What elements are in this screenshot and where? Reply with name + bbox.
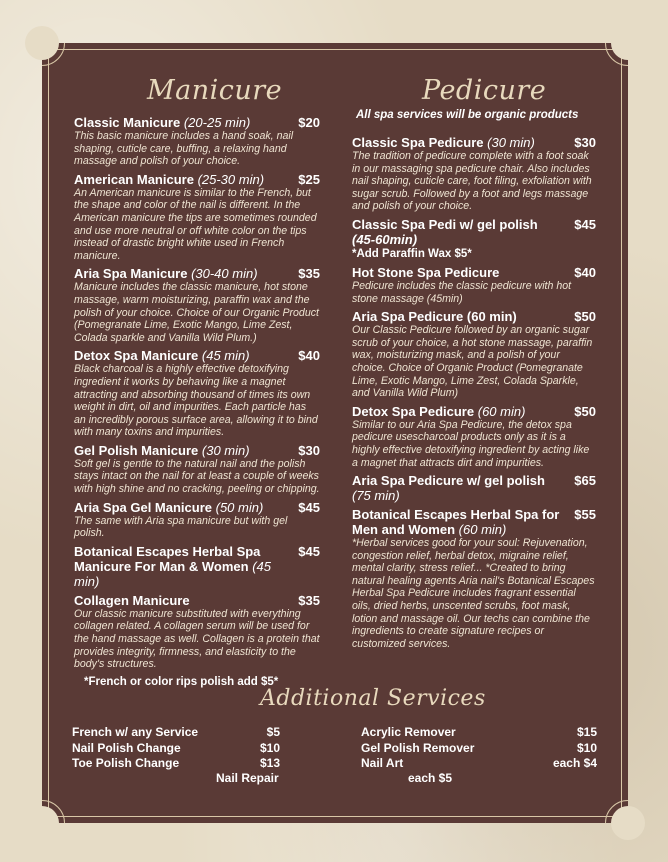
menu-item-name (74, 500, 263, 515)
menu-item-name (352, 507, 566, 537)
menu-item-price: $20 (298, 115, 320, 130)
menu-item-price: $50 (574, 403, 596, 419)
menu-item-title-row (74, 115, 320, 130)
menu-item-name-text: Botanical Escapes Herbal Spa Manicure For Man & Women (74, 543, 261, 574)
menu-item-price: $40 (574, 264, 596, 280)
additional-services-heading: Additional Services (260, 686, 486, 711)
menu-panel (42, 43, 628, 823)
menu-item (352, 404, 596, 469)
menu-item-name-text: Botanical Escapes Herbal Spa for Men and Women (352, 507, 560, 538)
menu-item-title-row (352, 265, 596, 280)
additional-left-list (72, 725, 280, 772)
menu-item-duration: (75 min) (352, 488, 400, 504)
menu-item-name-text: American Manicure (74, 171, 194, 187)
menu-item (352, 217, 596, 261)
manicure-heading: Manicure (147, 75, 283, 106)
menu-item-title-row (74, 500, 320, 515)
additional-service-price: each $4 (552, 756, 597, 770)
menu-item-price: $35 (298, 266, 320, 282)
menu-item-description: Black charcoal is a highly effective detoxifying ingredient it works by behaving like a magnet attracting and absorbing thousand of times its own weight in dirt, oil and impurities. Each particle has an incredibly porous surface area, allowing it to bind with many toxins and impurities. (74, 363, 318, 439)
menu-item (352, 265, 596, 305)
menu-item-title-row (352, 473, 596, 503)
menu-item-name-text: Classic Manicure (74, 115, 181, 130)
menu-item-duration: (60 min) (477, 403, 526, 419)
menu-item-price: $35 (298, 592, 320, 608)
menu-item-name (74, 443, 250, 458)
menu-item-duration: (45 min) (74, 558, 271, 589)
menu-item-description: Similar to our Aria Spa Pedicure, the detox spa pedicure usescharcoal products only as it is a highly effective detoxifying ingredient by acting like a magnet that attracts dirt and impurities. (352, 418, 590, 469)
menu-item-description: Pedicure includes the classic pedicure with hot stone massage (45min) (352, 279, 572, 305)
menu-item (74, 593, 320, 671)
additional-service-name: Nail Polish Change (72, 740, 181, 755)
additional-service-name: French w/ any Service (72, 725, 199, 739)
additional-service-price: $15 (576, 725, 597, 739)
additional-service-name: Acrylic Remover (361, 725, 456, 739)
menu-item-price: $45 (574, 216, 596, 232)
manicure-footnote: *French or color rips polish add $5* (84, 675, 279, 688)
additional-service-name: Nail Art (361, 756, 404, 770)
menu-item-description: The tradition of pedicure complete with a foot soak in our massaging spa pedicure chair. Also includes nail shaping, cuticle care, foot filing, exfoliation with sugar scrub. Followed by a foot and legs massage and polish of your choice. (352, 150, 592, 213)
pedicure-subtitle: All spa services will be organic products (356, 109, 579, 121)
menu-item-name-text: Detox Spa Pedicure (352, 403, 475, 419)
menu-item (352, 507, 596, 650)
menu-item-title-row (74, 172, 320, 187)
additional-service-name: Toe Polish Change (72, 756, 180, 770)
menu-item (74, 266, 320, 344)
menu-item-title-row (352, 309, 596, 324)
menu-item (74, 544, 320, 589)
menu-item-name-text: Aria Spa Manicure (74, 266, 188, 282)
menu-item-name (74, 172, 264, 187)
menu-item-title-row (74, 544, 320, 589)
menu-item-title-row (74, 266, 320, 281)
menu-item-duration: (20-25 min) (183, 115, 251, 130)
menu-item-description: This basic manicure includes a hand soak, nail shaping, cuticle care, buffing, a relaxing hand massage and polish of your choice. (74, 130, 294, 168)
pedicure-list (352, 135, 596, 654)
menu-item-name-text: Aria Spa Gel Manicure (74, 499, 212, 515)
menu-item-name (74, 348, 250, 363)
additional-service-price: $5 (266, 725, 280, 739)
menu-item-description: An American manicure is similar to the French, but the shape and color of the nail is different. In the American manicure the tips are sometimes rounded and use more neutral or off white color on the tips instead of drastic bright white used in French manicure. (74, 186, 317, 262)
menu-item (74, 172, 320, 263)
menu-item-title-row (74, 348, 320, 363)
menu-item-title-row (74, 593, 320, 608)
menu-item (352, 135, 596, 213)
menu-item-title-row (352, 404, 596, 419)
menu-item-name-text: Aria Spa Pedicure w/ gel polish (352, 473, 545, 489)
nail-repair-label: Nail Repair (216, 771, 279, 785)
menu-item-name-text: Classic Spa Pedicure (352, 135, 484, 150)
additional-service-row (72, 756, 280, 772)
menu-item-name (352, 265, 499, 280)
menu-item-duration: (45 min) (201, 348, 250, 364)
additional-service-row (361, 756, 597, 772)
menu-item (74, 115, 320, 168)
menu-item (74, 500, 320, 540)
menu-item-price: $45 (298, 499, 320, 515)
nail-repair-price: each $5 (408, 771, 453, 785)
menu-item (352, 473, 596, 503)
menu-item-name (74, 115, 250, 130)
menu-item-description: Our classic manicure substituted with everything collagen related. A collagen serum will be used for the hand massage as well. Collagen is a protein that provides integrity, firmness, and elasticity to the body's structures. (74, 607, 320, 671)
menu-item (74, 348, 320, 439)
menu-item-title-row (74, 443, 320, 458)
pedicure-heading: Pedicure (422, 75, 547, 106)
menu-item-name (352, 309, 517, 324)
menu-item-price: $45 (298, 543, 320, 559)
additional-service-row (72, 725, 280, 741)
menu-item-name (352, 473, 545, 503)
menu-item-price: $65 (574, 473, 596, 489)
additional-service-row (72, 741, 280, 757)
menu-item-price: $40 (298, 348, 320, 364)
menu-item-duration: (60 min) (458, 522, 507, 538)
menu-item-name (352, 404, 525, 419)
menu-item-name (352, 217, 538, 247)
menu-item-duration: (30-40 min) (191, 266, 258, 282)
menu-item-name-text: Aria Spa Pedicure (60 min) (352, 309, 517, 325)
menu-item-price: $25 (298, 171, 320, 187)
menu-item-title-row (352, 217, 596, 247)
menu-item-duration: (45-60min) (352, 231, 418, 247)
menu-item-title-row (352, 135, 596, 150)
menu-item-duration: (30 min) (487, 135, 535, 150)
menu-item-duration: (30 min) (201, 442, 250, 458)
menu-item-price: $30 (298, 442, 320, 458)
additional-service-price: $13 (259, 756, 280, 770)
additional-service-name: Gel Polish Remover (361, 740, 475, 755)
additional-right-list (361, 725, 597, 772)
menu-item-name-text: Detox Spa Manicure (74, 348, 199, 364)
menu-item-price: $30 (574, 135, 596, 150)
additional-service-price: $10 (576, 740, 597, 755)
menu-item-name (74, 544, 290, 589)
manicure-list (74, 115, 320, 689)
menu-item-note: *Add Paraffin Wax $5* (352, 247, 472, 260)
menu-item-name-text: Classic Spa Pedi w/ gel polish (352, 216, 538, 232)
menu-item-name-text: Hot Stone Spa Pedicure (352, 264, 500, 280)
menu-item (74, 443, 320, 496)
menu-item-duration: (25-30 min) (197, 171, 265, 187)
additional-service-price: $10 (259, 740, 280, 755)
additional-service-row (361, 725, 597, 741)
menu-item-description: Manicure includes the classic manicure, hot stone massage, warm moisturizing, paraffin wax and the polish of your choice. Choice of our Organic Product (Pomegranate Lime, Exotic Mango, Lime Zest, Colada sparkle and Vanilla Wild Plum.) (74, 281, 319, 344)
menu-item-name (74, 593, 190, 608)
menu-item-description: The same with Aria spa manicure but with gel polish. (74, 514, 288, 540)
menu-item-title-row (352, 507, 596, 537)
additional-service-row (361, 741, 597, 757)
menu-item-name (74, 266, 258, 281)
menu-item-price: $50 (574, 309, 596, 325)
menu-item-description: *Herbal services good for your soul: Rejuvenation, congestion relief, herbal detox, migraine relief, mental clarity, stress relief... *Created to bring natural healing agents Aria nail's Botanical Escapes Herbal Spa Pedicure includes fragrant essential oils, dried herbs, unscented scrubs, foot mask, lotion and massage oil. Our techs can combine the ingredients to create signature recipes or customized services. (352, 537, 595, 650)
menu-item-name-text: Collagen Manicure (74, 592, 190, 608)
menu-item-name (352, 135, 535, 150)
menu-item-duration: (50 min) (215, 499, 264, 515)
menu-item-name-text: Gel Polish Manicure (74, 442, 199, 458)
menu-item (352, 309, 596, 400)
menu-item-description: Soft gel is gentle to the natural nail and the polish stays intact on the nail for at least a couple of weeks with high shine and no cracking, peeling or chipping. (74, 457, 320, 496)
menu-item-price: $55 (574, 507, 596, 523)
menu-item-description: Our Classic Pedicure followed by an organic sugar scrub of your choice, a hot stone massage, paraffin wax, moisturizing mask, and a polish of your choice. Choice of Organic Product (Pomegranate Lime, Exotic Mango, Lime Zest, Colada Sparkle, and Vanilla Wild Plum) (352, 324, 593, 400)
